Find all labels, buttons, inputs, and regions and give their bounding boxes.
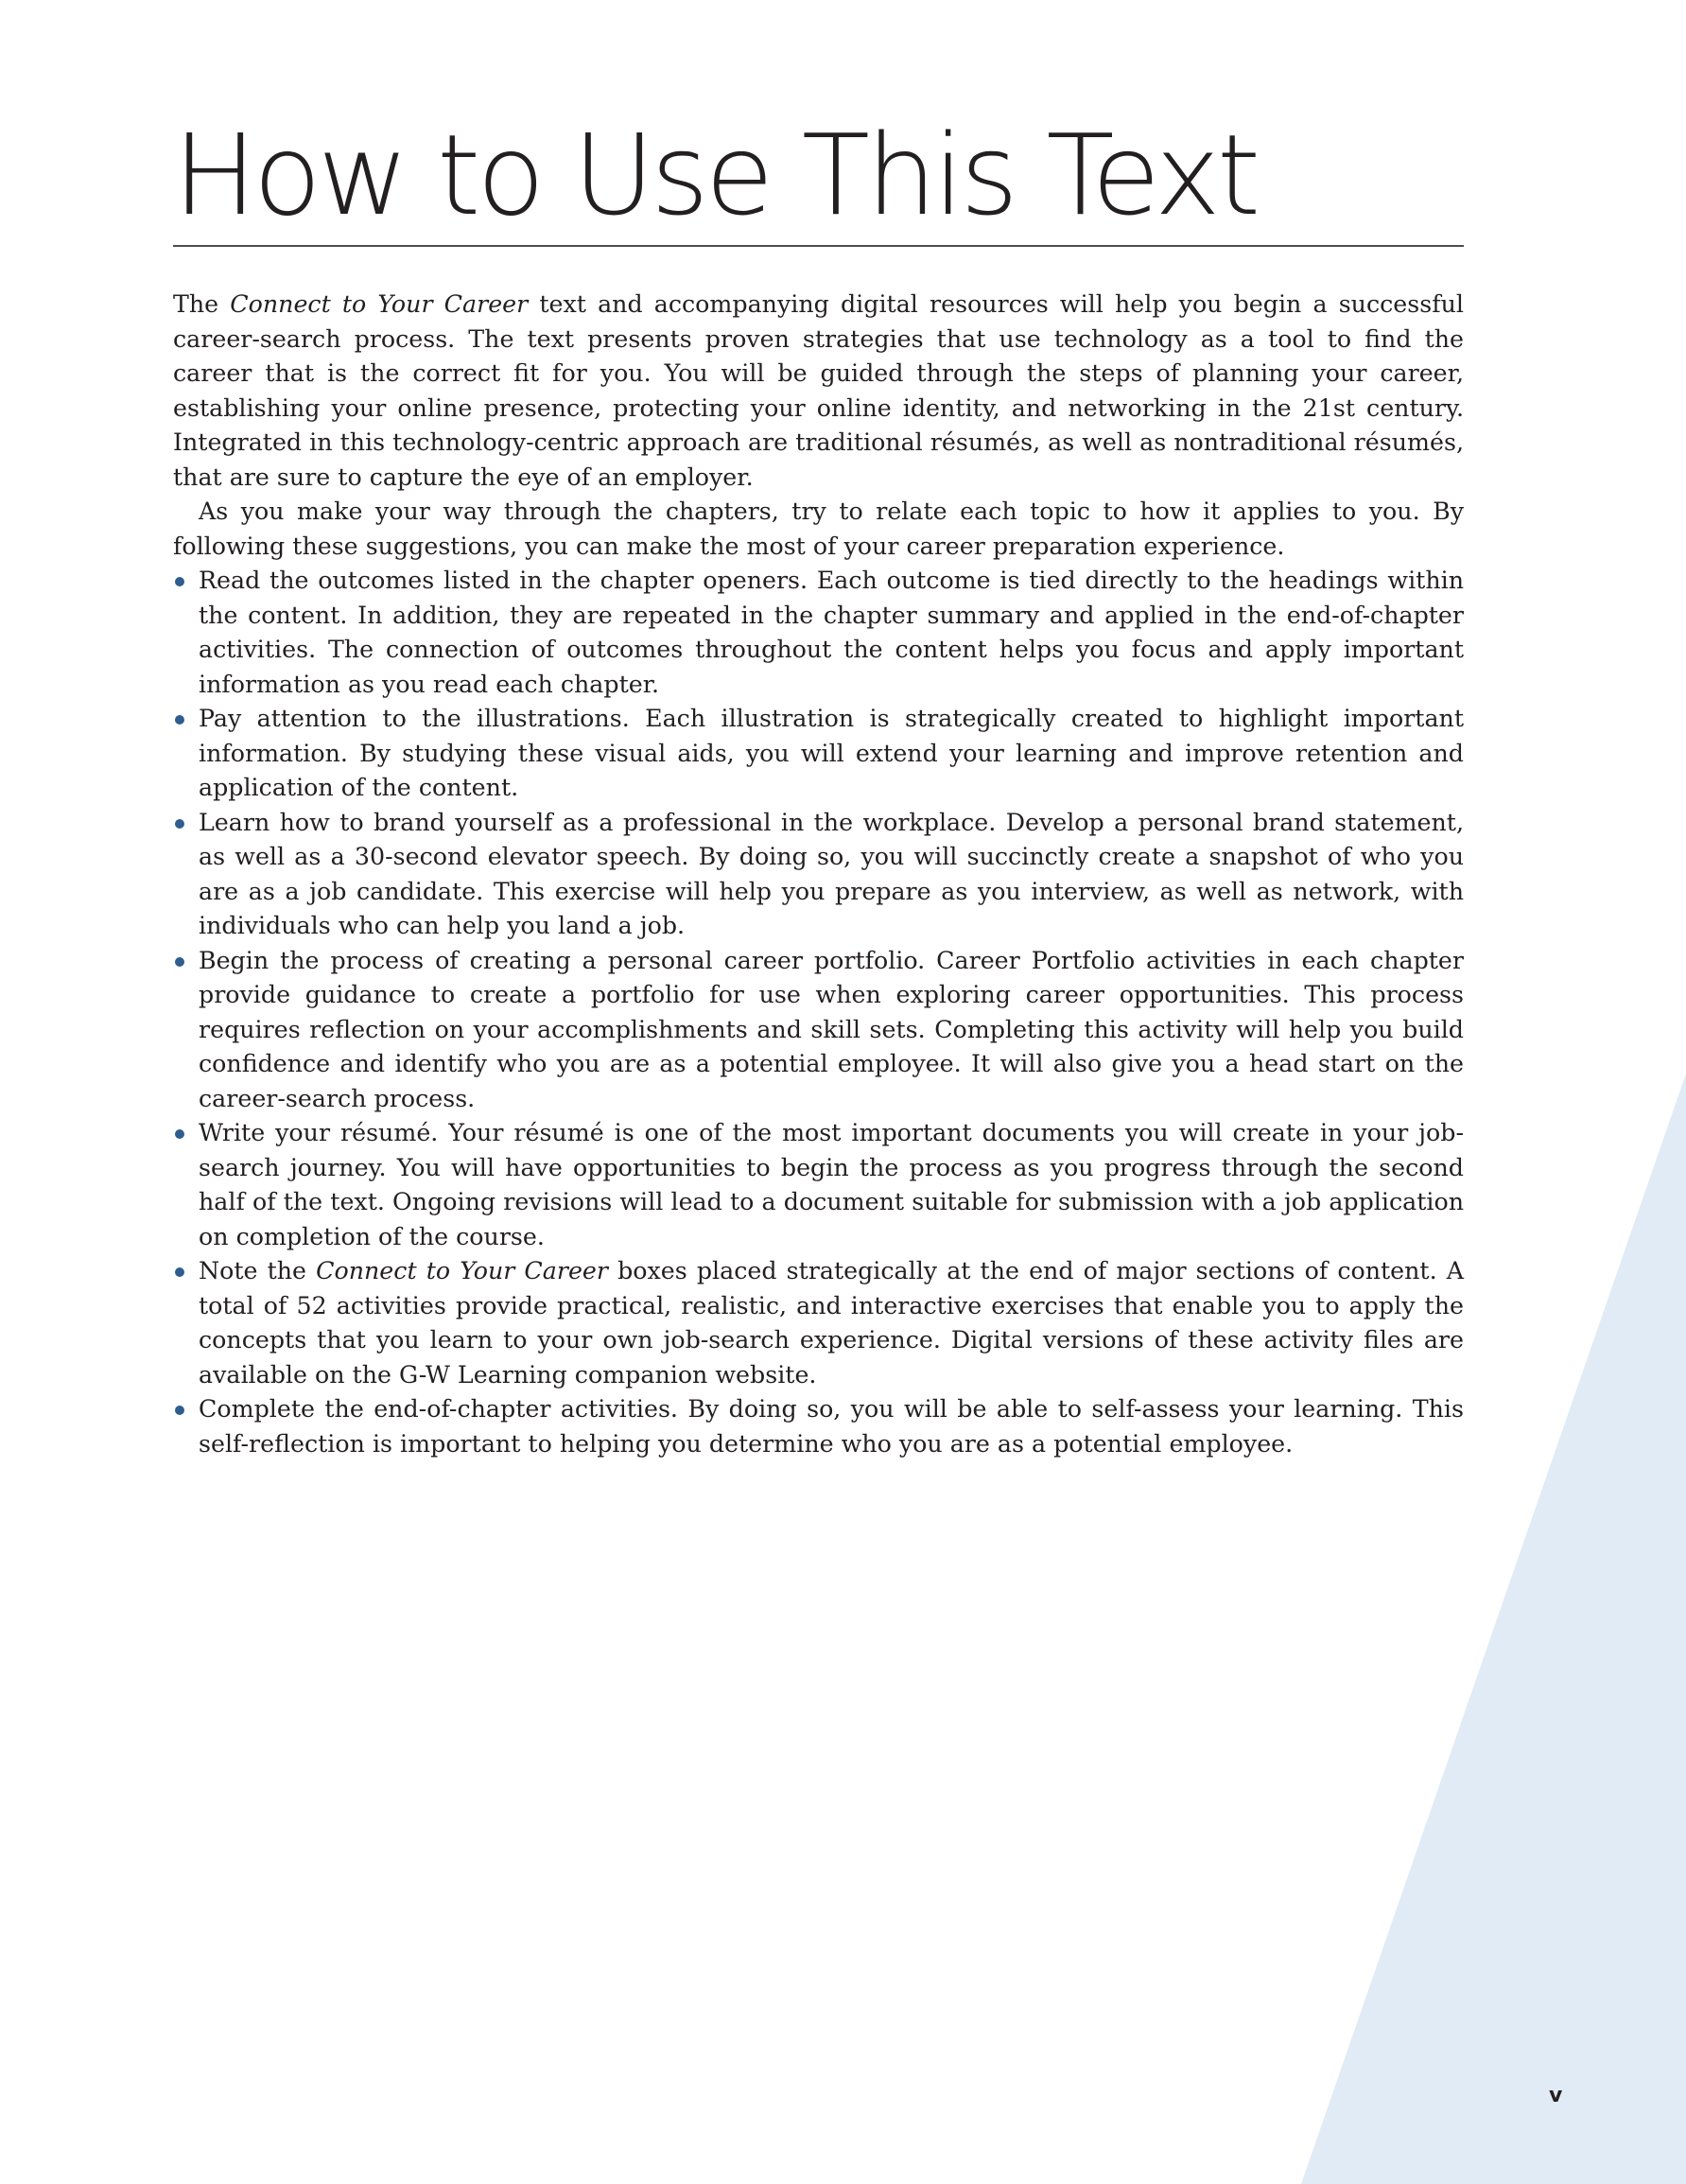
title-divider bbox=[173, 245, 1464, 247]
bullet-icon bbox=[175, 1267, 184, 1277]
body-text bbox=[173, 288, 1464, 1461]
suggestions-list bbox=[173, 564, 1464, 1461]
feature-name-italic: Connect to Your Career bbox=[316, 1257, 608, 1284]
bullet-icon bbox=[175, 577, 184, 586]
suggestions-paragraph: As you make your way through the chapters, try to relate each topic to how it applies to you. By following these suggestions, you can make the most of your career preparation experience. bbox=[173, 498, 1464, 560]
bullet-icon bbox=[175, 819, 184, 829]
list-item: Learn how to brand yourself as a professional in the workplace. Develop a personal brand statement, as well as a 30-second elevator speech. By doing so, you will succinctly create a snapshot of who you are as a job candidate. This exercise will help you prepare as you interview, as well as network, with individuals who can help you land a job. bbox=[173, 806, 1464, 944]
page-number: v bbox=[1549, 2084, 1563, 2107]
page-content bbox=[173, 112, 1464, 1461]
list-item: Note the Connect to Your Career boxes placed strategically at the end of major sections of content. A total of 52 activities provide practical, realistic, and interactive exercises that enable you to apply the concepts that you learn to your own job-search experience. Digital versions of these activity files are available on the G-W Learning companion website. bbox=[173, 1254, 1464, 1392]
list-item: Pay attention to the illustrations. Each illustration is strategically created to highlight important information. By studying these visual aids, you will extend your learning and improve retention and application of the content. bbox=[173, 702, 1464, 806]
bullet-icon bbox=[175, 957, 184, 967]
list-item: Write your résumé. Your résumé is one of the most important documents you will create in your job-search journey. You will have opportunities to begin the process as you progress through the second half of the text. Ongoing revisions will lead to a document suitable for submission with a job application on completion of the course. bbox=[173, 1116, 1464, 1254]
page-title: How to Use This Text bbox=[173, 110, 1258, 240]
list-item: Complete the end-of-chapter activities. By doing so, you will be able to self-assess your learning. This self-reflection is important to helping you determine who you are as a potential employee. bbox=[173, 1392, 1464, 1461]
bullet-icon bbox=[175, 1129, 184, 1139]
list-item: Begin the process of creating a personal career portfolio. Career Portfolio activities in each chapter provide guidance to create a portfolio for use when exploring career opportunities. This process requires reflection on your accomplishments and skill sets. Completing this activity will help you build confidence and identify who you are as a potential employee. It will also give you a head start on the career-search process. bbox=[173, 944, 1464, 1117]
bullet-icon bbox=[175, 715, 184, 725]
book-title-italic: Connect to Your Career bbox=[230, 290, 529, 318]
intro-paragraph: The Connect to Your Career text and accompanying digital resources will help you begin a successful career-search process. The text presents proven strategies that use technology as a tool to find the career that is the correct fit for you. You will be guided through the steps of planning your career, establishing your online presence, protecting your online identity, and networking in the 21st century. Integrated in this technology-centric approach are traditional résumés, as well as nontraditional résumés, that are sure to capture the eye of an employer. bbox=[173, 290, 1464, 491]
list-item: Read the outcomes listed in the chapter openers. Each outcome is tied directly to the headings within the content. In addition, they are repeated in the chapter summary and applied in the end-of-chapter activities. The connection of outcomes throughout the content helps you focus and apply important information as you read each chapter. bbox=[173, 564, 1464, 702]
bullet-icon bbox=[175, 1406, 184, 1415]
